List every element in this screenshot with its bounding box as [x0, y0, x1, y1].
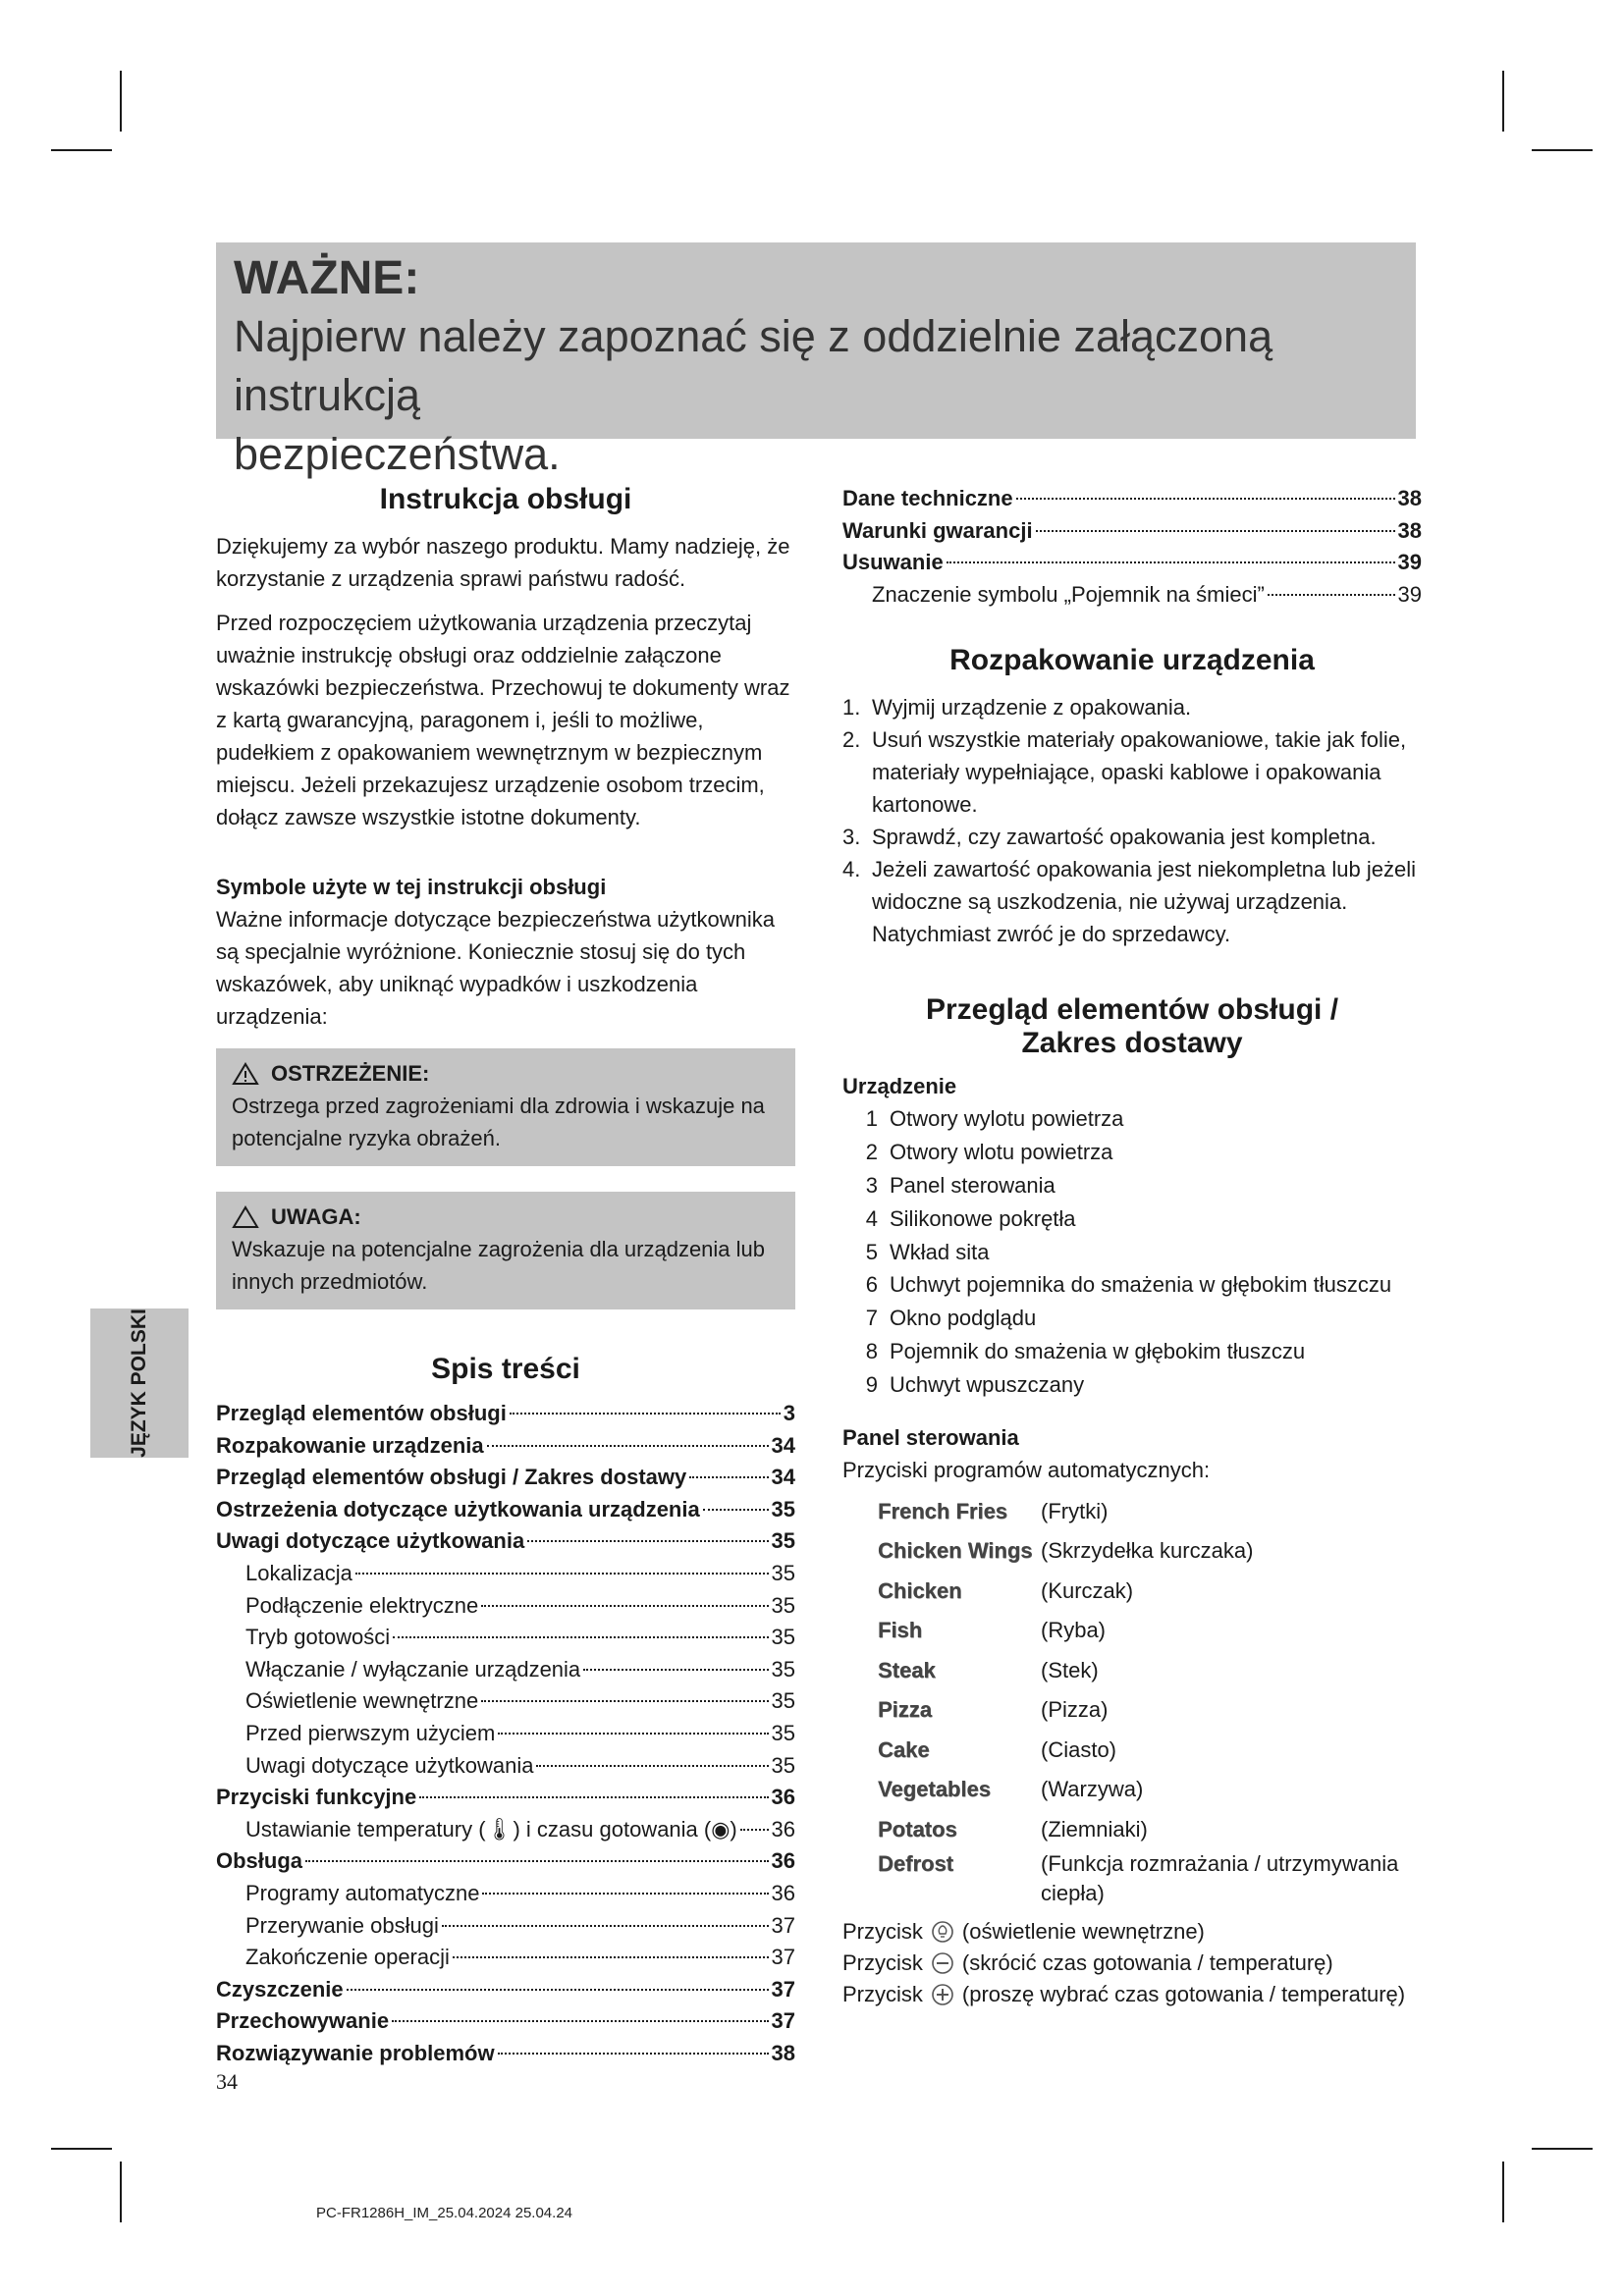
- program-translation: (Warzywa): [1041, 1777, 1144, 1802]
- toc-entry[interactable]: [216, 1525, 795, 1558]
- important-title: WAŻNE:: [234, 252, 420, 304]
- toc-entry-label: Włączanie / wyłączanie urządzenia: [245, 1656, 581, 1682]
- toc-leader-dots: [740, 1829, 769, 1831]
- caution-triangle-icon: [232, 1205, 259, 1229]
- part-label: Uchwyt pojemnika do smażenia w głębokim tłuszczu: [890, 1272, 1392, 1298]
- toc-leader-dots: [498, 2053, 769, 2055]
- toc-leader-dots: [453, 1956, 769, 1958]
- step-number: 4.: [842, 857, 861, 882]
- unpack-step: [842, 853, 1422, 950]
- part-item: [842, 1368, 1422, 1402]
- toc-entry[interactable]: [842, 547, 1422, 579]
- toc-leader-dots: [536, 1765, 768, 1767]
- toc-entry-label: Warunki gwarancji: [842, 517, 1033, 543]
- step-text: Usuń wszystkie materiały opakowaniowe, takie jak folie, materiały wypełniające, opaski kablowe i opakowania kartonowe.: [872, 727, 1407, 818]
- toc-entry[interactable]: [216, 1845, 795, 1878]
- toc-entry-label: Uwagi dotyczące użytkowania: [216, 1528, 525, 1554]
- program-name: Defrost: [878, 1851, 954, 1877]
- toc-entry-page: 35: [771, 1528, 795, 1554]
- button-description: [842, 1979, 1422, 2010]
- program-translation: (Frytki): [1041, 1498, 1109, 1523]
- overview-heading-line-1: Przegląd elementów obsługi /: [925, 993, 1339, 1027]
- toc-leader-dots: [419, 1796, 768, 1798]
- intro-paragraph-1: Dziękujemy za wybór naszego produktu. Mamy nadzieję, że korzystanie z urządzenia sprawi państwu radość.: [216, 534, 790, 591]
- toc-entry-page: 37: [771, 1912, 795, 1938]
- toc-entry[interactable]: [216, 1750, 795, 1783]
- crop-mark: [120, 2162, 122, 2222]
- part-label: Pojemnik do smażenia w głębokim tłuszczu: [890, 1338, 1306, 1363]
- toc-entry[interactable]: [216, 1430, 795, 1463]
- programs-list: [842, 1492, 1422, 1909]
- toc-leader-dots: [305, 1860, 769, 1862]
- program-translation: (Kurczak): [1041, 1577, 1134, 1603]
- toc-leader-dots: [498, 1733, 768, 1735]
- device-heading: Urządzenie: [842, 1074, 957, 1099]
- button-prefix: Przycisk: [842, 1919, 923, 1945]
- toc-entry[interactable]: [216, 1558, 795, 1590]
- caution-heading: [232, 1201, 780, 1233]
- toc-entry-page: 37: [771, 1945, 795, 1970]
- toc-entry-label: Lokalizacja: [245, 1560, 352, 1585]
- program-translation: (Ciasto): [1041, 1736, 1117, 1762]
- toc-entry-page: 37: [771, 1976, 795, 2002]
- crop-mark: [1532, 149, 1593, 151]
- step-number: 2.: [842, 727, 861, 753]
- lightbulb-icon: [931, 1920, 954, 1944]
- toc-leader-dots: [1268, 594, 1395, 596]
- toc-entry[interactable]: [216, 1622, 795, 1654]
- toc-leader-dots: [583, 1669, 768, 1671]
- toc-entry-label: Dane techniczne: [842, 486, 1013, 510]
- crop-mark: [1502, 2162, 1504, 2222]
- part-item: [842, 1302, 1422, 1335]
- warning-triangle-icon: [232, 1062, 259, 1086]
- important-notice-box: [216, 242, 1416, 479]
- toc-leader-dots: [355, 1573, 769, 1575]
- part-number: 9: [865, 1371, 878, 1397]
- part-label: Okno podglądu: [890, 1306, 1037, 1331]
- toc-entry-label: Podłączenie elektryczne: [245, 1592, 479, 1618]
- toc-entry-label: Przegląd elementów obsługi / Zakres dostawy: [216, 1465, 687, 1490]
- buttons-list: [842, 1916, 1422, 2010]
- part-label: Panel sterowania: [890, 1172, 1056, 1198]
- toc-entry-label: Obsługa: [216, 1848, 303, 1874]
- part-number: 6: [865, 1272, 878, 1298]
- toc-leader-dots: [703, 1509, 769, 1511]
- intro-paragraph-2: Przed rozpoczęciem użytkowania urządzenia przeczytaj uważnie instrukcję obsługi oraz oddzielnie załączone wskazówki bezpieczeństwa. Przechowuj te dokumenty wraz z kartą gwarancyjną, paragonem i, jeśli to możliwe, pudełkiem z opakowaniem wewnętrznym w bezpiecznym miejscu. Jeżeli przekazujesz urządzenie osobom trzecim, dołącz zawsze wszystkie istotne dokumenty.: [216, 611, 790, 829]
- toc-entry-label: Przerywanie obsługi: [245, 1912, 439, 1938]
- toc-entry-page: 35: [771, 1592, 795, 1618]
- toc-entry[interactable]: [842, 515, 1422, 548]
- program-translation: (Stek): [1041, 1657, 1099, 1682]
- part-item: [842, 1202, 1422, 1236]
- toc-entry-label: Tryb gotowości: [245, 1625, 391, 1650]
- toc-entry-page: 34: [771, 1465, 795, 1490]
- toc-entry-page: 37: [771, 2008, 795, 2034]
- plus-icon: [931, 1983, 954, 2006]
- toc-entry-page: 35: [771, 1688, 795, 1714]
- toc-leader-dots: [393, 1636, 768, 1638]
- program-translation: (Pizza): [1041, 1697, 1109, 1723]
- manual-heading: Instrukcja obsługi: [379, 483, 632, 515]
- program-name: Fish: [878, 1618, 923, 1643]
- part-label: Otwory wlotu powietrza: [890, 1140, 1113, 1165]
- toc-leader-dots: [1036, 530, 1395, 532]
- toc-leader-dots: [487, 1445, 769, 1447]
- part-number: 5: [865, 1239, 878, 1264]
- toc-entry[interactable]: [216, 1654, 795, 1686]
- toc-entry[interactable]: [216, 1910, 795, 1943]
- toc-entry-page: 39: [1397, 550, 1422, 575]
- toc-entry-page: 38: [1397, 486, 1422, 510]
- toc-entry-page: 38: [1397, 517, 1422, 543]
- toc-entry[interactable]: [216, 1878, 795, 1910]
- warning-heading: [232, 1058, 780, 1090]
- symbols-heading: Symbole użyte w tej instrukcji obsługi: [216, 875, 607, 899]
- toc-entry[interactable]: [842, 579, 1422, 612]
- program-name: Chicken Wings: [878, 1538, 1033, 1564]
- button-prefix: Przycisk: [842, 1950, 923, 1976]
- parts-list: [842, 1102, 1422, 1401]
- toc-entry-page: 38: [771, 2040, 795, 2065]
- toc-entry-page: 35: [771, 1720, 795, 1745]
- toc-entry[interactable]: [216, 1718, 795, 1750]
- toc-leader-dots: [392, 2020, 768, 2022]
- toc-leader-dots: [527, 1540, 768, 1542]
- toc-entry-page: 36: [771, 1880, 795, 1905]
- crop-mark: [1532, 2148, 1593, 2150]
- toc-leader-dots: [481, 1700, 768, 1702]
- part-item: [842, 1169, 1422, 1202]
- toc-entry-page: 35: [771, 1625, 795, 1650]
- toc-leader-dots: [442, 1925, 769, 1927]
- program-translation: (Ziemniaki): [1041, 1816, 1148, 1842]
- toc-entry-page: 35: [771, 1656, 795, 1682]
- toc-leader-dots: [510, 1413, 781, 1415]
- button-prefix: Przycisk: [842, 1982, 923, 2007]
- toc-entry-page: 35: [771, 1496, 795, 1522]
- toc-entry-label: Rozwiązywanie problemów: [216, 2040, 495, 2065]
- toc-entry[interactable]: [216, 1974, 795, 2006]
- crop-mark: [120, 71, 122, 132]
- program-name: Potatos: [878, 1816, 957, 1842]
- program-item: [842, 1690, 1422, 1731]
- toc-entry-label: Uwagi dotyczące użytkowania: [245, 1752, 534, 1778]
- caution-box: [216, 1192, 795, 1309]
- part-label: Wkład sita: [890, 1239, 990, 1264]
- toc-entry[interactable]: [216, 1685, 795, 1718]
- toc-entry-page: 34: [771, 1432, 795, 1458]
- part-label: Uchwyt wpuszczany: [890, 1371, 1085, 1397]
- toc-entry[interactable]: [216, 1814, 795, 1846]
- crop-mark: [1502, 71, 1504, 132]
- toc-entry[interactable]: [216, 1782, 795, 1814]
- step-text: Jeżeli zawartość opakowania jest niekompletna lub jeżeli widoczne są uszkodzenia, nie używaj urządzenia. Natychmiast zwróć je do sprzedawcy.: [872, 857, 1416, 947]
- toc-entry[interactable]: [216, 1398, 795, 1430]
- toc-entry[interactable]: [216, 1942, 795, 1974]
- program-item: [842, 1731, 1422, 1771]
- table-of-contents-continued: [842, 483, 1422, 611]
- toc-entry[interactable]: [216, 1590, 795, 1623]
- toc-entry-label: Rozpakowanie urządzenia: [216, 1432, 484, 1458]
- toc-entry-label: Ustawianie temperatury (🌡) i czasu gotowania (◉): [245, 1816, 737, 1842]
- unpack-step: [842, 821, 1422, 853]
- toc-entry[interactable]: [216, 1462, 795, 1494]
- program-item: [842, 1849, 1422, 1908]
- part-label: Silikonowe pokrętła: [890, 1205, 1076, 1231]
- left-column: [216, 483, 795, 2069]
- program-translation: (Ryba): [1041, 1618, 1107, 1643]
- part-item: [842, 1268, 1422, 1302]
- program-translation: (Skrzydełka kurczaka): [1041, 1538, 1254, 1564]
- part-number: 3: [865, 1172, 878, 1198]
- toc-entry-page: 35: [771, 1752, 795, 1778]
- unpack-step: [842, 691, 1422, 723]
- overview-heading-line-2: Zakres dostawy: [1021, 1027, 1243, 1060]
- program-item: [842, 1572, 1422, 1612]
- toc-leader-dots: [947, 561, 1395, 563]
- toc-heading: Spis treści: [431, 1353, 580, 1385]
- program-name: Steak: [878, 1657, 936, 1682]
- right-column: [842, 483, 1422, 2010]
- part-label: Otwory wylotu powietrza: [890, 1106, 1124, 1132]
- toc-entry-page: 3: [783, 1401, 795, 1425]
- program-name: Cake: [878, 1736, 930, 1762]
- program-item: [842, 1810, 1422, 1850]
- toc-leader-dots: [689, 1476, 768, 1478]
- program-item: [842, 1611, 1422, 1651]
- symbols-paragraph: Ważne informacje dotyczące bezpieczeństwa użytkownika są specjalnie wyróżnione. Koniecznie stosuj się do tych wskazówek, aby uniknąć wypadków i uszkodzenia urządzenia:: [216, 907, 776, 1029]
- toc-entry-label: Przegląd elementów obsługi: [216, 1401, 507, 1425]
- toc-entry-label: Przechowywanie: [216, 2008, 390, 2034]
- toc-entry[interactable]: [216, 2005, 795, 2038]
- part-number: 4: [865, 1205, 878, 1231]
- toc-entry-label: Ostrzeżenia dotyczące użytkowania urządzenia: [216, 1496, 700, 1522]
- toc-entry-label: Usuwanie: [842, 550, 944, 575]
- toc-entry-page: 36: [771, 1785, 795, 1810]
- program-item: [842, 1492, 1422, 1532]
- part-item: [842, 1335, 1422, 1368]
- toc-entry-label: Przyciski funkcyjne: [216, 1785, 417, 1810]
- caution-title: UWAGA:: [271, 1204, 361, 1229]
- important-line-1: Najpierw należy zapoznać się z oddzielnie załączoną instrukcją: [234, 311, 1273, 420]
- part-number: 1: [865, 1106, 878, 1132]
- part-item: [842, 1102, 1422, 1136]
- unpack-heading: Rozpakowanie urządzenia: [949, 644, 1315, 677]
- toc-entry-label: Przed pierwszym użyciem: [245, 1720, 496, 1745]
- part-number: 8: [865, 1338, 878, 1363]
- toc-entry-page: 35: [771, 1560, 795, 1585]
- program-item: [842, 1531, 1422, 1572]
- panel-heading: Panel sterowania: [842, 1424, 1019, 1450]
- panel-intro: Przyciski programów automatycznych:: [842, 1457, 1211, 1482]
- important-line-2: bezpieczeństwa.: [234, 429, 561, 479]
- toc-entry[interactable]: [842, 483, 1422, 515]
- toc-entry-label: Czyszczenie: [216, 1976, 344, 2002]
- button-description-text: (oświetlenie wewnętrzne): [961, 1919, 1205, 1945]
- program-translation: (Funkcja rozmrażania / utrzymywania ciepła): [1041, 1851, 1399, 1906]
- warning-box: [216, 1048, 795, 1166]
- table-of-contents: [216, 1398, 795, 2069]
- caution-text: Wskazuje na potencjalne zagrożenia dla urządzenia lub innych przedmiotów.: [232, 1237, 766, 1294]
- toc-leader-dots: [1016, 498, 1395, 500]
- unpack-steps: [842, 691, 1422, 950]
- part-item: [842, 1236, 1422, 1269]
- part-number: 2: [865, 1140, 878, 1165]
- button-description: [842, 1916, 1422, 1948]
- toc-entry-page: 36: [771, 1848, 795, 1874]
- crop-mark: [51, 2148, 112, 2150]
- program-name: Pizza: [878, 1697, 933, 1723]
- toc-entry-page: 36: [771, 1816, 795, 1842]
- unpack-step: [842, 723, 1422, 821]
- toc-entry-label: Oświetlenie wewnętrzne: [245, 1688, 479, 1714]
- toc-entry-label: Programy automatyczne: [245, 1880, 480, 1905]
- step-number: 3.: [842, 825, 861, 850]
- toc-entry[interactable]: [216, 2038, 795, 2070]
- language-label: JĘZYK POLSKI: [128, 1308, 150, 1458]
- part-number: 7: [865, 1306, 878, 1331]
- program-name: French Fries: [878, 1498, 1008, 1523]
- footer-code: PC-FR1286H_IM_25.04.2024 25.04.24: [316, 2205, 573, 2221]
- step-text: Wyjmij urządzenie z opakowania.: [872, 695, 1192, 721]
- toc-entry[interactable]: [216, 1494, 795, 1526]
- toc-leader-dots: [481, 1605, 768, 1607]
- page-number: 34: [216, 2069, 238, 2094]
- part-item: [842, 1136, 1422, 1169]
- warning-text: Ostrzega przed zagrożeniami dla zdrowia i wskazuje na potencjalne ryzyka obrażeń.: [232, 1094, 765, 1150]
- button-description-text: (skrócić czas gotowania / temperaturę): [961, 1950, 1333, 1976]
- button-description: [842, 1948, 1422, 1979]
- step-text: Sprawdź, czy zawartość opakowania jest kompletna.: [872, 825, 1377, 850]
- toc-leader-dots: [347, 1989, 769, 1991]
- step-number: 1.: [842, 695, 861, 721]
- toc-entry-label: Znaczenie symbolu „Pojemnik na śmieci”: [872, 581, 1265, 607]
- toc-entry-label: Zakończenie operacji: [245, 1945, 450, 1970]
- toc-entry-page: 39: [1397, 581, 1422, 607]
- crop-mark: [51, 149, 112, 151]
- button-description-text: (proszę wybrać czas gotowania / temperaturę): [961, 1982, 1406, 2007]
- minus-icon: [931, 1951, 954, 1975]
- program-name: Vegetables: [878, 1777, 991, 1802]
- language-side-tab: [90, 1308, 189, 1458]
- program-item: [842, 1770, 1422, 1810]
- program-name: Chicken: [878, 1577, 962, 1603]
- warning-title: OSTRZEŻENIE:: [271, 1061, 430, 1086]
- toc-leader-dots: [482, 1893, 768, 1895]
- program-item: [842, 1651, 1422, 1691]
